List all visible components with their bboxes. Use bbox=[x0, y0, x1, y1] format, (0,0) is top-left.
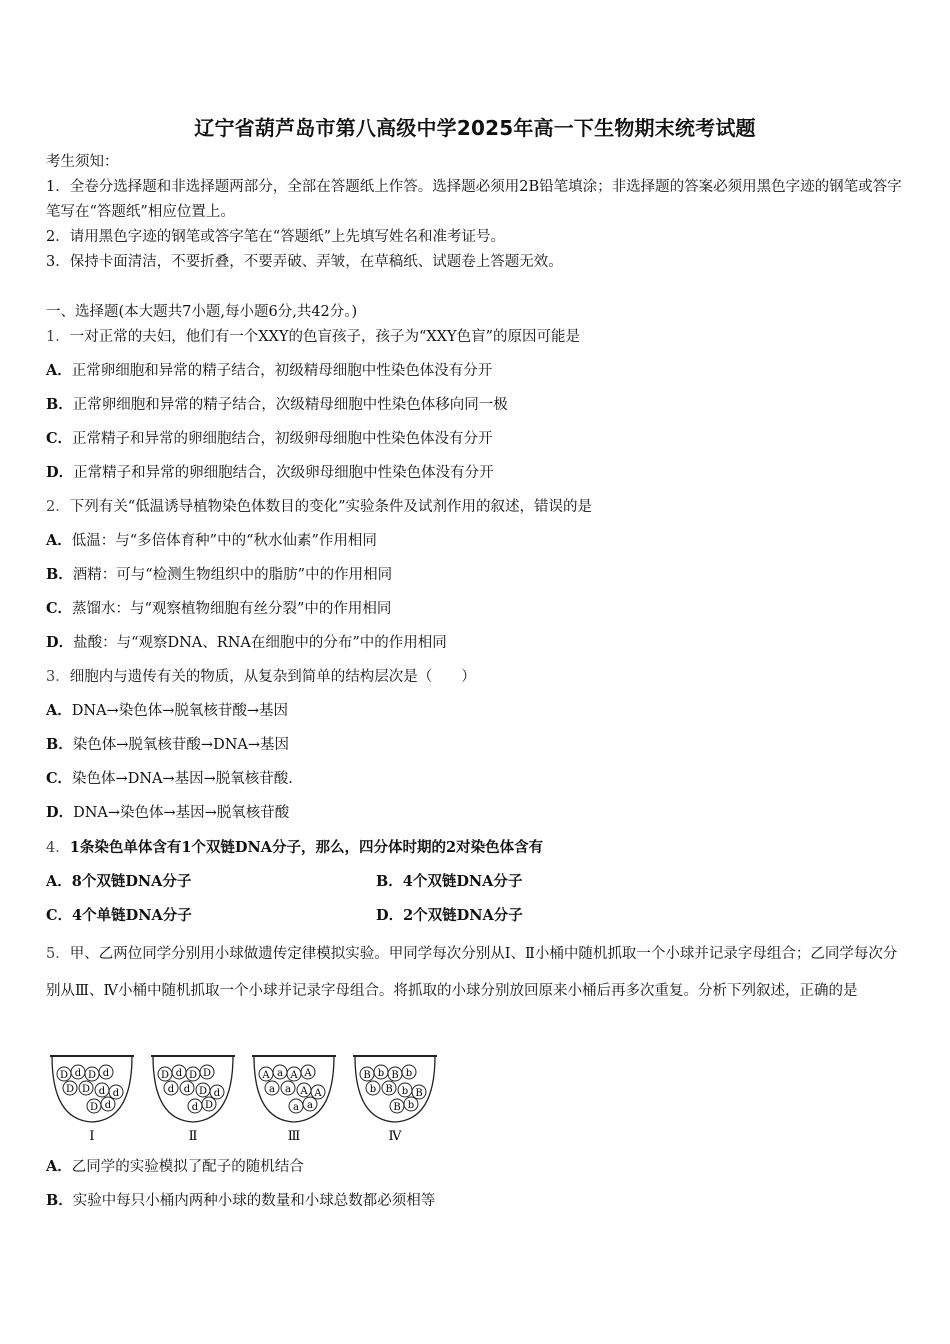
question-number: 1． bbox=[46, 329, 70, 345]
question-text: 1条染色单体含有1个双链DNA分子，那么，四分体时期的2对染色体含有 bbox=[69, 839, 544, 856]
option-label: C． bbox=[46, 770, 73, 787]
q2-option-a[interactable] bbox=[46, 531, 377, 551]
notice-item-1: 1．全卷分选择题和非选择题两部分，全部在答题纸上作答。选择题必须用2B铅笔填涂；非选择题的答案必须用黑色字迹的钢笔或答字笔写在“答题纸”相应位置上。 bbox=[46, 179, 902, 220]
question-text: 下列有关“低温诱导植物染色体数目的变化”实验条件及试剂作用的叙述，错误的是 bbox=[69, 499, 593, 515]
q4-option-a[interactable] bbox=[46, 872, 191, 892]
ball-letter: D bbox=[89, 1102, 99, 1113]
ball-letter: b bbox=[369, 1084, 377, 1095]
ball-letter: D bbox=[65, 1084, 75, 1095]
option-text: 染色体→脱氧核苷酸→DNA→基因 bbox=[72, 737, 289, 753]
q4-option-d[interactable] bbox=[376, 906, 523, 926]
ball-letter: D bbox=[202, 1068, 212, 1079]
ball-letter: b bbox=[401, 1086, 409, 1097]
q1-option-b[interactable] bbox=[46, 395, 508, 415]
ball-letter: D bbox=[188, 1070, 198, 1081]
option-text: 实验中每只小桶内两种小球的数量和小球总数都必须相等 bbox=[72, 1193, 436, 1209]
bucket-label: Ⅰ bbox=[89, 1129, 95, 1144]
question-number: 4． bbox=[46, 840, 70, 856]
section-heading: 一、选择题(本大题共7小题,每小题6分,共42分。) bbox=[46, 304, 358, 320]
ball-letter: D bbox=[204, 1100, 214, 1111]
option-label: A． bbox=[46, 532, 72, 549]
ball-letter: B bbox=[385, 1084, 393, 1095]
option-text: 正常卵细胞和异常的精子结合，次级精母细胞中性染色体移向同一极 bbox=[72, 397, 508, 413]
ball-letter: A bbox=[304, 1068, 312, 1079]
option-text: DNA→染色体→脱氧核苷酸→基因 bbox=[71, 703, 288, 719]
question-text: 一对正常的夫妇，他们有一个XXY的色盲孩子，孩子为“XXY色盲”的原因可能是 bbox=[69, 329, 580, 345]
ball-letter: d bbox=[191, 1102, 199, 1113]
ball-letter: d bbox=[104, 1100, 112, 1111]
ball-letter: a bbox=[293, 1102, 299, 1113]
bucket-3 bbox=[252, 1056, 336, 1144]
option-text: 酒精：可与“检测生物组织中的脂肪”中的作用相同 bbox=[72, 567, 393, 583]
option-label: C． bbox=[46, 907, 73, 924]
ball-letter: b bbox=[405, 1068, 413, 1079]
bucket-label: Ⅳ bbox=[388, 1129, 402, 1144]
q1-option-a[interactable] bbox=[46, 361, 492, 381]
ball-letter: d bbox=[98, 1086, 106, 1097]
q3-option-d[interactable] bbox=[46, 803, 289, 823]
option-text: 蒸馏水：与“观察植物细胞有丝分裂”中的作用相同 bbox=[72, 601, 392, 617]
ball-letter: d bbox=[167, 1084, 175, 1095]
notice-item-2: 2．请用黑色字迹的钢笔或答字笔在“答题纸”上先填写姓名和准考证号。 bbox=[46, 229, 506, 245]
option-text: 2个双链DNA分子 bbox=[403, 907, 523, 924]
q3-option-a[interactable] bbox=[46, 701, 288, 721]
ball-letter: A bbox=[314, 1088, 322, 1099]
ball-letter: a bbox=[277, 1068, 283, 1079]
q4-option-c[interactable] bbox=[46, 906, 192, 926]
ball-letter: a bbox=[269, 1084, 275, 1095]
ball-letter: B bbox=[393, 1102, 401, 1113]
ball-letter: A bbox=[290, 1070, 298, 1081]
option-label: D． bbox=[376, 907, 404, 924]
bucket-2 bbox=[151, 1056, 235, 1144]
ball-letter: a bbox=[307, 1100, 313, 1111]
ball-letter: d bbox=[112, 1088, 120, 1099]
ball-letter: d bbox=[175, 1068, 183, 1079]
option-text: 正常精子和异常的卵细胞结合，初级卵母细胞中性染色体没有分开 bbox=[72, 431, 493, 447]
page-title: 辽宁省葫芦岛市第八高级中学2025年高一下生物期末统考试题 bbox=[194, 116, 756, 140]
q5-option-a[interactable] bbox=[46, 1157, 304, 1177]
question-3-stem bbox=[46, 667, 476, 687]
ball-letter: D bbox=[59, 1070, 69, 1081]
bucket-diagram bbox=[46, 1046, 446, 1146]
option-label: B． bbox=[376, 873, 403, 890]
question-text: 细胞内与遗传有关的物质，从复杂到简单的结构层次是（ ） bbox=[69, 669, 476, 685]
ball-letter: D bbox=[160, 1070, 170, 1081]
q2-option-b[interactable] bbox=[46, 565, 392, 585]
q4-option-b[interactable] bbox=[376, 872, 522, 892]
option-label: D． bbox=[46, 634, 74, 651]
option-text: 4个单链DNA分子 bbox=[72, 907, 192, 924]
option-text: 染色体→DNA→基因→脱氧核苷酸. bbox=[72, 771, 293, 787]
ball-letter: D bbox=[198, 1086, 208, 1097]
option-text: 正常精子和异常的卵细胞结合，次级卵母细胞中性染色体没有分开 bbox=[73, 465, 494, 481]
ball-letter: A bbox=[262, 1070, 270, 1081]
ball-letter: D bbox=[81, 1084, 91, 1095]
option-label: B． bbox=[46, 566, 73, 583]
bucket-label: Ⅲ bbox=[287, 1129, 301, 1144]
option-label: A． bbox=[46, 362, 72, 379]
ball-letter: B bbox=[363, 1070, 371, 1081]
ball-letter: B bbox=[391, 1070, 399, 1081]
notice-heading: 考生须知： bbox=[46, 154, 119, 170]
question-5-stem bbox=[46, 936, 906, 1010]
question-1-stem bbox=[46, 327, 580, 347]
option-label: A． bbox=[46, 873, 72, 890]
ball-letter: d bbox=[183, 1084, 191, 1095]
option-label: C． bbox=[46, 600, 73, 617]
option-label: B． bbox=[46, 396, 73, 413]
option-text: 低温：与“多倍体育种”中的“秋水仙素”作用相同 bbox=[71, 533, 377, 549]
option-label: A． bbox=[46, 702, 72, 719]
question-4-stem bbox=[46, 838, 543, 858]
q3-option-b[interactable] bbox=[46, 735, 289, 755]
ball-letter: b bbox=[407, 1100, 415, 1111]
question-2-stem bbox=[46, 497, 592, 517]
ball-letter: b bbox=[377, 1068, 385, 1079]
q3-option-c[interactable] bbox=[46, 769, 293, 789]
ball-letter: d bbox=[102, 1068, 110, 1079]
option-text: 8个双链DNA分子 bbox=[71, 873, 192, 890]
question-number: 2． bbox=[46, 499, 70, 515]
q2-option-c[interactable] bbox=[46, 599, 391, 619]
option-label: C． bbox=[46, 430, 73, 447]
option-text: 盐酸：与“观察DNA、RNA在细胞中的分布”中的作用相同 bbox=[73, 635, 447, 651]
q5-option-b[interactable] bbox=[46, 1191, 435, 1211]
option-label: B． bbox=[46, 1192, 73, 1209]
question-text: 甲、乙两位同学分别用小球做遗传定律模拟实验。甲同学每次分别从Ⅰ、Ⅱ小桶中随机抓取一个小球并记录字母组合；乙同学每次分别从Ⅲ、Ⅳ小桶中随机抓取一个小球并记录字母组合。将抓取的小球分别放回原来小桶后再多次重复。分析下列叙述，正确的是 bbox=[46, 946, 898, 999]
option-label: B． bbox=[46, 736, 73, 753]
option-text: DNA→染色体→基因→脱氧核苷酸 bbox=[73, 805, 290, 821]
option-label: D． bbox=[46, 804, 74, 821]
ball-letter: D bbox=[87, 1070, 97, 1081]
bucket-figure bbox=[46, 1046, 446, 1146]
bucket-4 bbox=[353, 1056, 437, 1144]
option-label: A． bbox=[46, 1158, 72, 1175]
option-label: D． bbox=[46, 464, 74, 481]
option-text: 4个双链DNA分子 bbox=[402, 873, 523, 890]
question-number: 3． bbox=[46, 669, 70, 685]
q1-option-c[interactable] bbox=[46, 429, 493, 449]
option-text: 正常卵细胞和异常的精子结合，初级精母细胞中性染色体没有分开 bbox=[71, 363, 493, 379]
ball-letter: d bbox=[74, 1068, 82, 1079]
bucket-label: Ⅱ bbox=[188, 1129, 198, 1144]
ball-letter: A bbox=[300, 1086, 308, 1097]
question-number: 5． bbox=[46, 946, 70, 962]
ball-letter: B bbox=[415, 1088, 423, 1099]
option-text: 乙同学的实验模拟了配子的随机结合 bbox=[71, 1159, 304, 1175]
q1-option-d[interactable] bbox=[46, 463, 494, 483]
ball-letter: d bbox=[213, 1088, 221, 1099]
q2-option-d[interactable] bbox=[46, 633, 447, 653]
ball-letter: a bbox=[285, 1084, 291, 1095]
notice-item-3: 3．保持卡面清洁，不要折叠，不要弄破、弄皱，在草稿纸、试题卷上答题无效。 bbox=[46, 254, 563, 270]
bucket-1 bbox=[50, 1056, 134, 1144]
